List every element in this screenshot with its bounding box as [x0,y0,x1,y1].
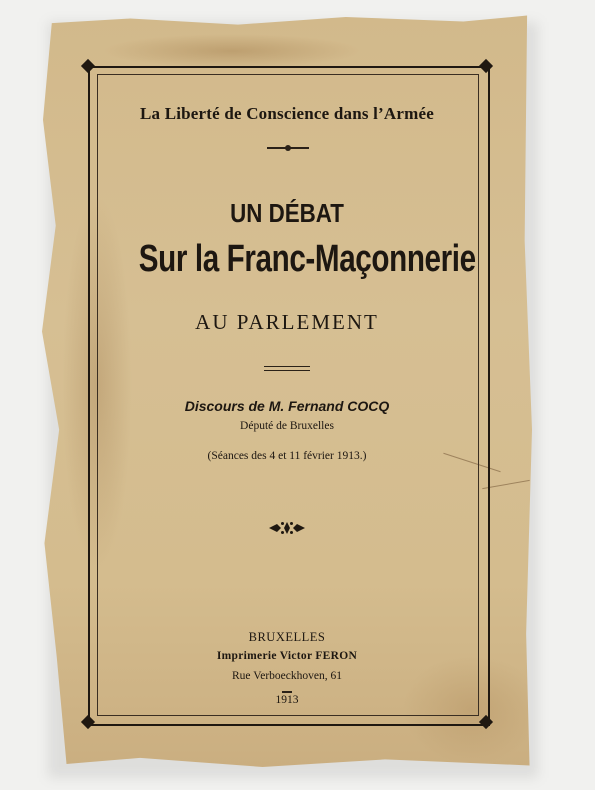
title-line-3: AU PARLEMENT [195,310,379,334]
publication-year: 1913 [275,694,299,706]
divider-rule [282,691,292,693]
printer-address: Rue Verboeckhoven, 61 [232,670,342,682]
cover-content [97,74,477,714]
title-line-2: Sur la Franc-Maçonnerie [138,238,476,280]
divider-double-rule [264,366,310,371]
cover-subtitle: La Liberté de Conscience dans l’Armée [140,104,434,123]
divider-rule [267,147,309,149]
fleuron-ornament-icon [267,520,307,536]
stain [102,34,362,68]
session-dates: (Séances des 4 et 11 février 1913.) [207,450,367,462]
speech-author: Discours de M. Fernand COCQ [184,398,390,414]
title-line-1: UN DÉBAT [230,198,344,228]
publisher-city: BRUXELLES [248,630,326,644]
printer-name: Imprimerie Victor FERON [216,650,358,662]
author-role: Député de Bruxelles [240,420,334,432]
